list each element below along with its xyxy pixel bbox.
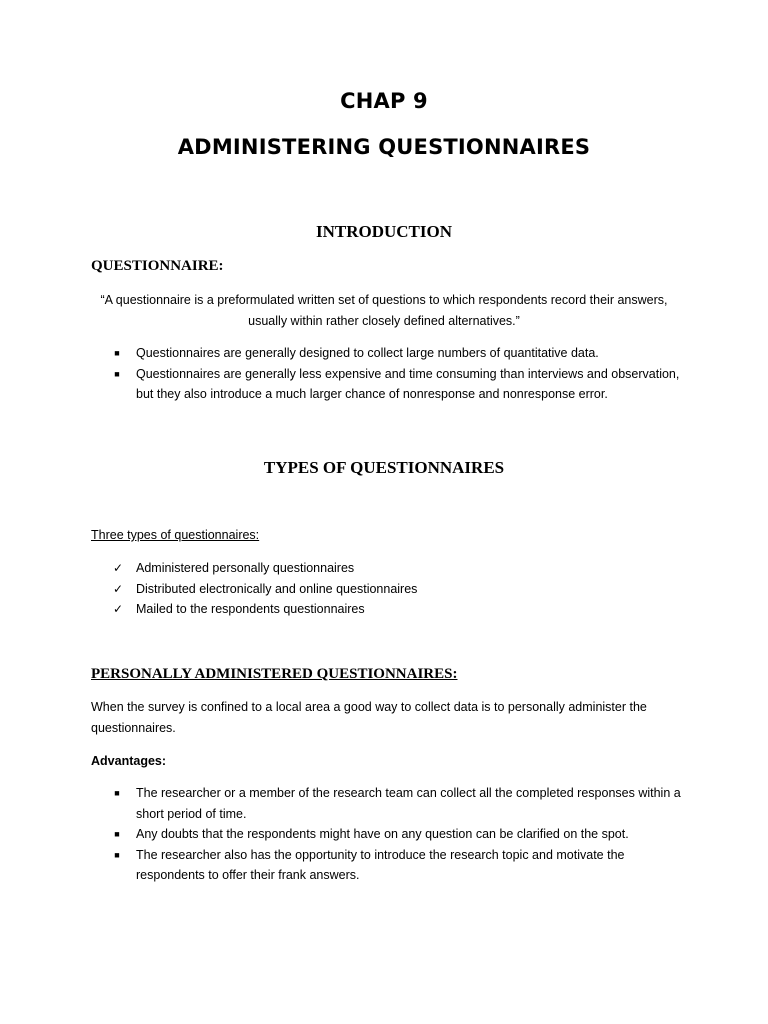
list-item-text: Administered personally questionnaires — [136, 561, 355, 575]
checkmark-icon: ✓ — [112, 561, 124, 575]
list-item-text: The researcher also has the opportunity to introduce the research topic and motivate the respondents to offer their frank answers. — [136, 847, 625, 882]
personally-administered-paragraph: When the survey is confined to a local area a good way to collect data is to personally administer the questionnaires. — [91, 700, 647, 735]
list-item — [112, 845, 684, 886]
square-bullet-icon: ■ — [114, 368, 120, 379]
definition-quote: “A questionnaire is a preformulated written set of questions to which respondents record their answers, usually within rather closely defined alternatives.” — [100, 293, 668, 328]
square-bullet-icon: ■ — [114, 788, 120, 798]
list-item-text: Mailed to the respondents questionnaires — [136, 602, 365, 616]
list-item-text: Questionnaires are generally designed to collect large numbers of quantitative data. — [136, 346, 599, 360]
list-item — [112, 364, 684, 405]
questionnaire-label: QUESTIONNAIRE: — [91, 258, 224, 274]
introduction-heading: INTRODUCTION — [315, 222, 453, 241]
chapter-number: CHAP 9 — [340, 89, 428, 113]
list-item — [112, 783, 684, 824]
advantages-bullet-list — [112, 783, 684, 886]
advantages-label: Advantages: — [91, 754, 167, 768]
list-item — [112, 343, 684, 364]
list-item — [112, 558, 684, 579]
types-heading: TYPES OF QUESTIONNAIRES — [263, 458, 505, 477]
list-item-text: Any doubts that the respondents might have on any question can be clarified on the spot. — [136, 827, 629, 841]
list-item-text: Distributed electronically and online questionnaires — [136, 581, 418, 596]
list-item-text: Questionnaires are generally less expensive and time consuming than interviews and observation, but they also introduce a much larger chance of nonresponse and nonresponse error. — [136, 366, 680, 401]
types-checklist — [112, 558, 684, 620]
checkmark-icon: ✓ — [112, 602, 124, 616]
list-item — [112, 599, 684, 620]
introduction-bullet-list — [112, 343, 684, 405]
list-item-text: The researcher or a member of the research team can collect all the completed responses within a short period of time. — [136, 786, 681, 821]
list-item — [112, 824, 684, 845]
square-bullet-icon: ■ — [114, 829, 120, 839]
square-bullet-icon: ■ — [114, 849, 120, 860]
list-item — [112, 579, 684, 600]
chapter-title: ADMINISTERING QUESTIONNAIRES — [177, 135, 591, 159]
personally-administered-heading: PERSONALLY ADMINISTERED QUESTIONNAIRES: — [91, 666, 458, 682]
types-intro: Three types of questionnaires: — [91, 528, 260, 542]
square-bullet-icon: ■ — [114, 348, 120, 358]
checkmark-icon: ✓ — [112, 581, 124, 596]
